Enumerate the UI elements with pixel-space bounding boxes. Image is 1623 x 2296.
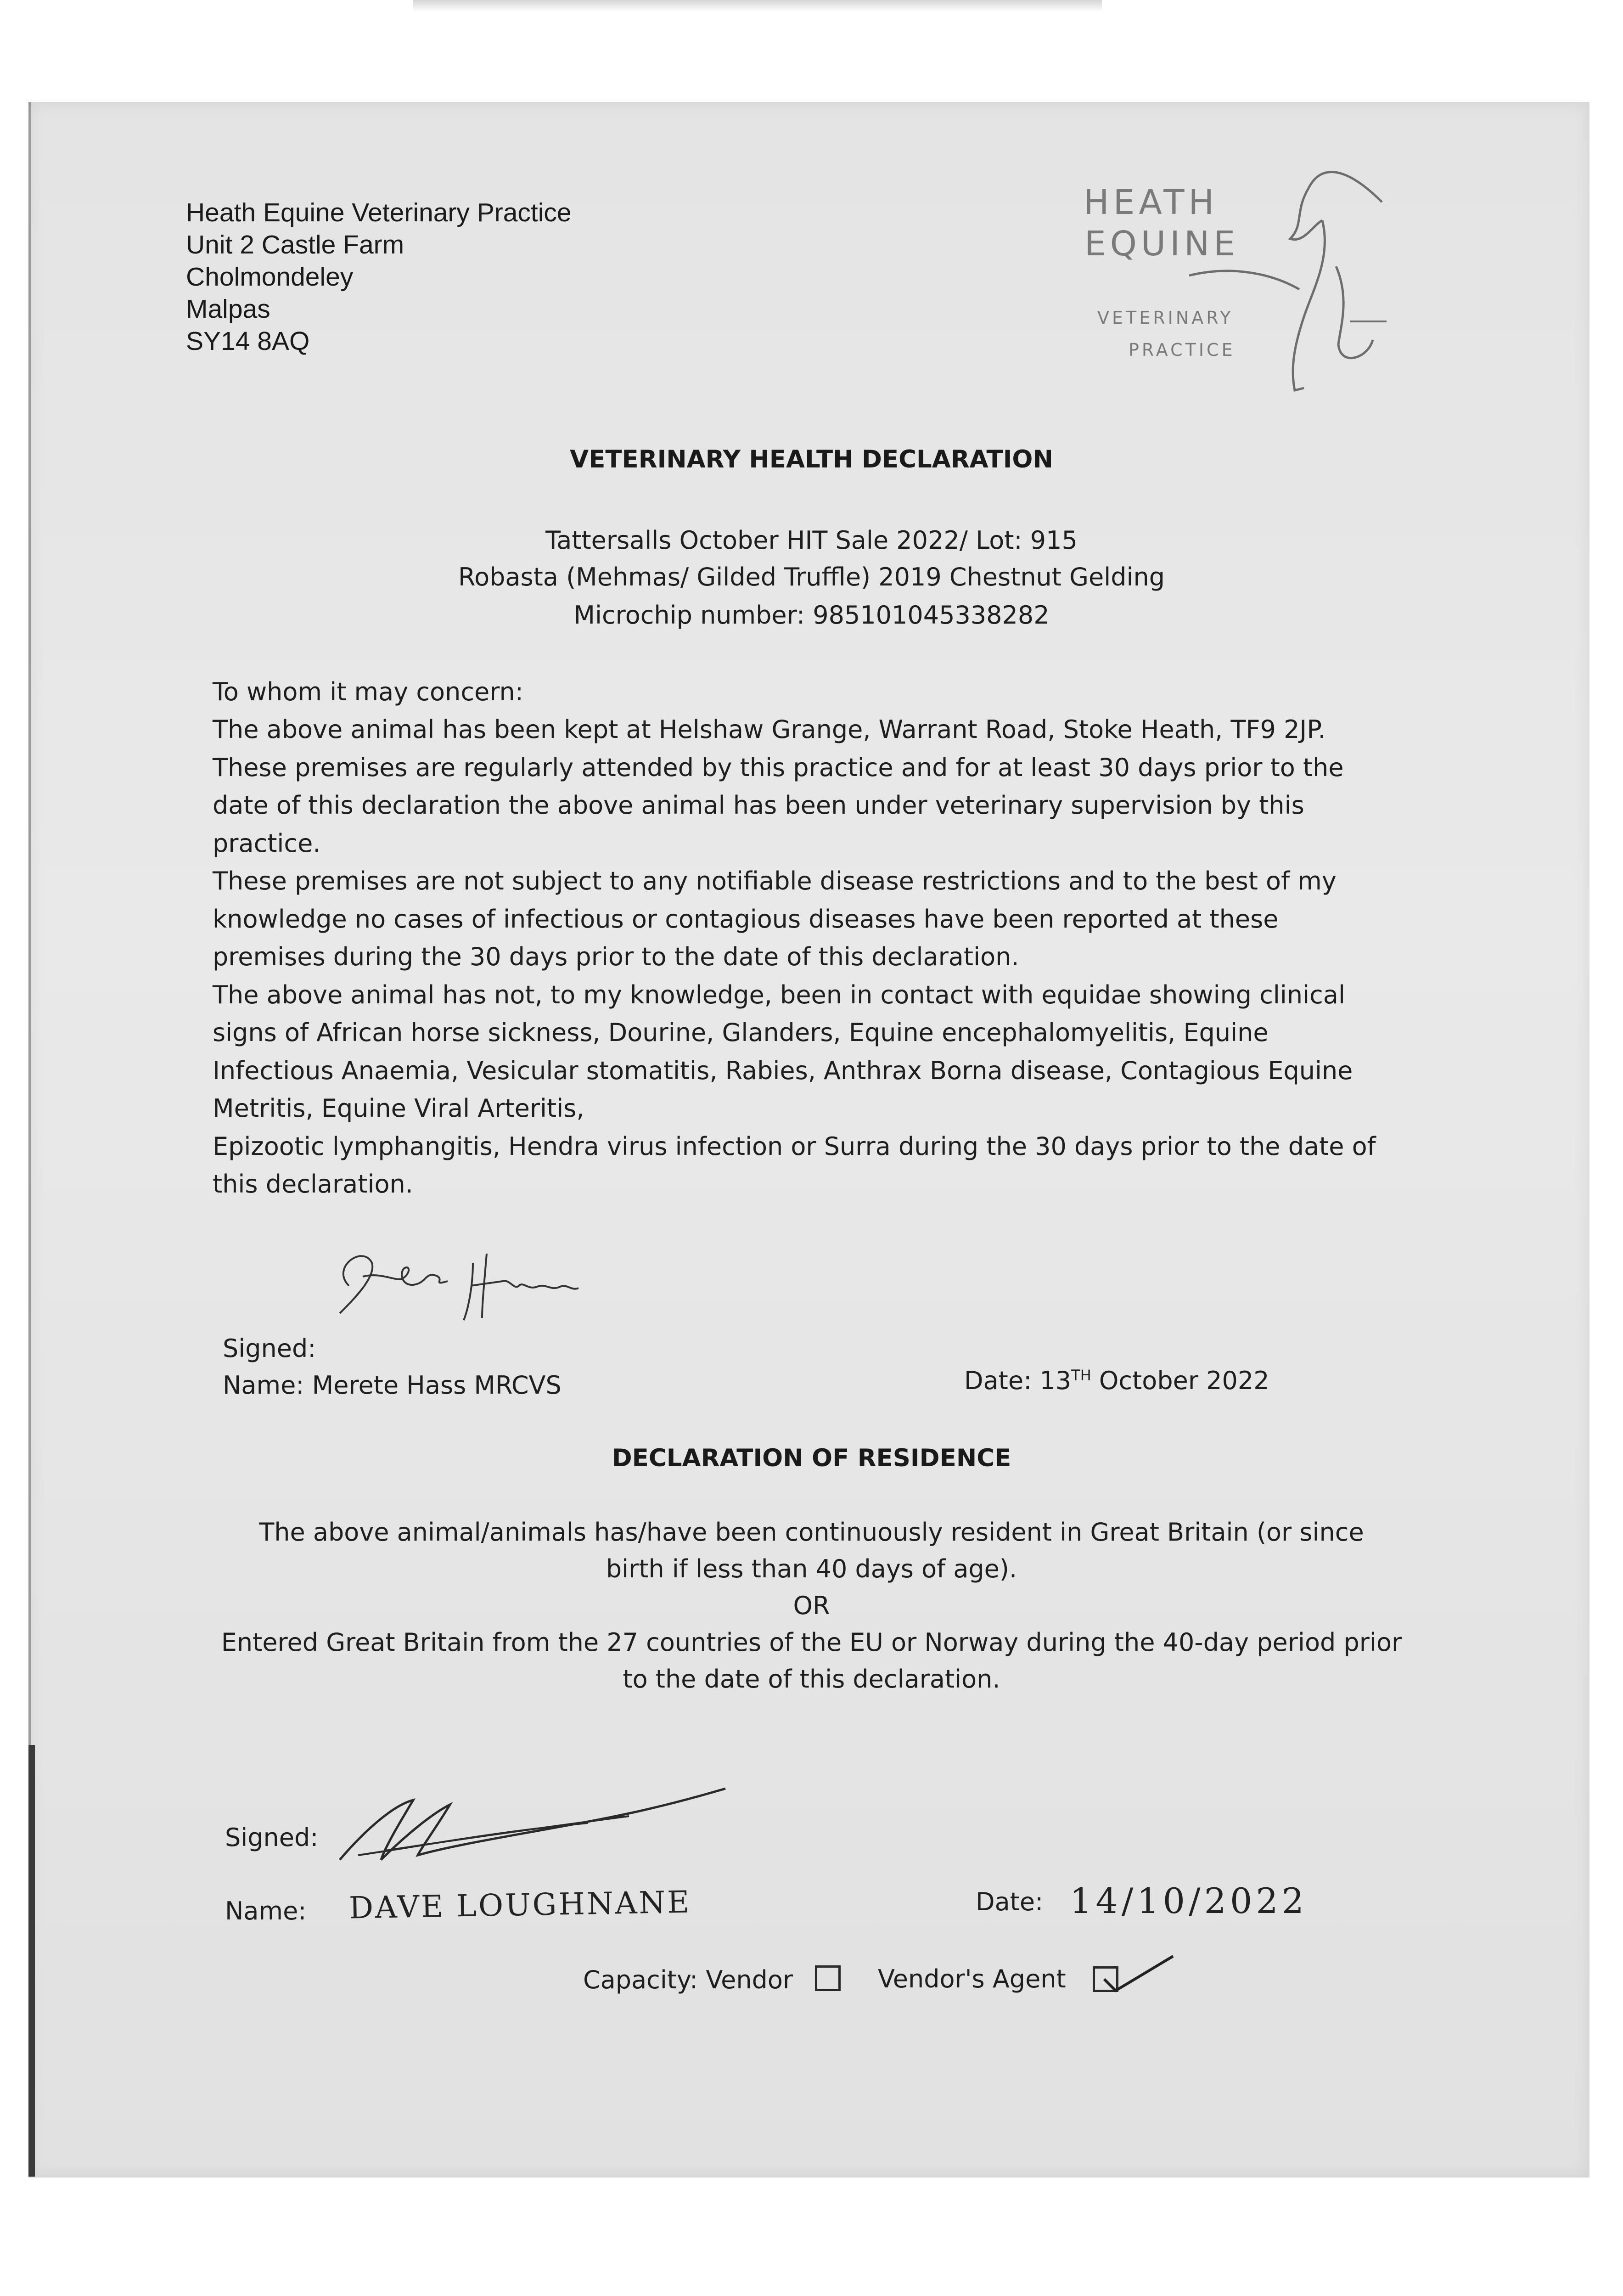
logo-veterinary: VETERINARY — [1097, 308, 1234, 328]
address-line: Heath Equine Veterinary Practice — [186, 198, 572, 227]
sale-line: Tattersalls October HIT Sale 2022/ Lot: 915 — [545, 526, 1078, 555]
vet-signature — [321, 1235, 606, 1327]
body-line: date of this declaration the above animal has been under veterinary supervision by this — [213, 791, 1304, 820]
vet-date-suffix: October 2022 — [1091, 1366, 1269, 1395]
practice-logo — [1074, 152, 1396, 409]
body-line: practice. — [213, 829, 321, 858]
sheet-edge — [28, 102, 31, 1746]
capacity-label: Capacity: Vendor — [583, 1965, 793, 1994]
health-declaration-title: VETERINARY HEALTH DECLARATION — [570, 445, 1053, 473]
agent-label: Vendor's Agent — [878, 1964, 1066, 1993]
vendor-date-handwritten: 14/10/2022 — [1070, 1880, 1308, 1921]
vendor-name-handwritten: DAVE LOUGHNANE — [348, 1884, 691, 1926]
body-line: Infectious Anaemia, Vesicular stomatitis, Rabies, Anthrax Borna disease, Contagious Equine — [213, 1056, 1353, 1085]
sheet-edge-dark — [28, 1745, 35, 2177]
vet-date-prefix: Date: 13 — [964, 1366, 1072, 1395]
body-line: The above animal has been kept at Helshaw Grange, Warrant Road, Stoke Heath, TF9 2JP. — [213, 715, 1326, 744]
residence-line-or: OR — [793, 1591, 830, 1620]
vendor-checkbox[interactable] — [815, 1965, 841, 1991]
vendor-signed-label: Signed: — [225, 1823, 319, 1852]
checkmark-icon — [1097, 1949, 1180, 2000]
vet-date-sup: TH — [1071, 1367, 1091, 1384]
logo-equine: EQUINE — [1084, 224, 1240, 264]
vet-name: Name: Merete Hass MRCVS — [223, 1371, 562, 1400]
residence-line: Entered Great Britain from the 27 countries of the EU or Norway during the 40-day period prior — [221, 1628, 1402, 1657]
body-line: signs of African horse sickness, Dourine, Glanders, Equine encephalomyelitis, Equine — [213, 1018, 1269, 1047]
address-line: Malpas — [186, 294, 270, 324]
horse-head-icon — [1074, 152, 1396, 409]
scan-shadow — [413, 0, 1102, 12]
address-line: Cholmondeley — [186, 262, 354, 292]
residence-declaration-title: DECLARATION OF RESIDENCE — [612, 1444, 1011, 1472]
logo-practice: PRACTICE — [1129, 340, 1236, 360]
body-line: this declaration. — [213, 1170, 413, 1199]
body-line: To whom it may concern: — [213, 677, 523, 706]
vendor-signature — [331, 1773, 744, 1878]
address-line: Unit 2 Castle Farm — [186, 230, 404, 259]
address-line: SY14 8AQ — [186, 326, 310, 356]
body-line: These premises are regularly attended by this practice and for at least 30 days prior to the — [213, 753, 1344, 782]
body-line: premises during the 30 days prior to the date of this declaration. — [213, 942, 1019, 971]
body-line: Metritis, Equine Viral Arteritis, — [213, 1094, 584, 1123]
body-line: The above animal has not, to my knowledge, been in contact with equidae showing clinical — [213, 980, 1345, 1009]
vet-signed-label: Signed: — [223, 1334, 316, 1363]
vendor-date-label: Date: — [976, 1887, 1044, 1916]
body-line: These premises are not subject to any notifiable disease restrictions and to the best of my — [213, 867, 1337, 895]
logo-heath: HEATH — [1084, 183, 1219, 222]
horse-line: Robasta (Mehmas/ Gilded Truffle) 2019 Chestnut Gelding — [458, 563, 1165, 591]
residence-line: The above animal/animals has/have been continuously resident in Great Britain (or since — [259, 1518, 1364, 1547]
microchip-line: Microchip number: 985101045338282 — [573, 601, 1050, 630]
body-line: Epizootic lymphangitis, Hendra virus infection or Surra during the 30 days prior to the date of — [213, 1132, 1376, 1161]
residence-line: to the date of this declaration. — [623, 1665, 1000, 1694]
practice-address — [186, 197, 572, 357]
vendor-name-label: Name: — [225, 1896, 307, 1925]
vet-date — [964, 1366, 1269, 1395]
residence-line: birth if less than 40 days of age). — [606, 1554, 1017, 1583]
body-line: knowledge no cases of infectious or contagious diseases have been reported at these — [213, 905, 1279, 934]
